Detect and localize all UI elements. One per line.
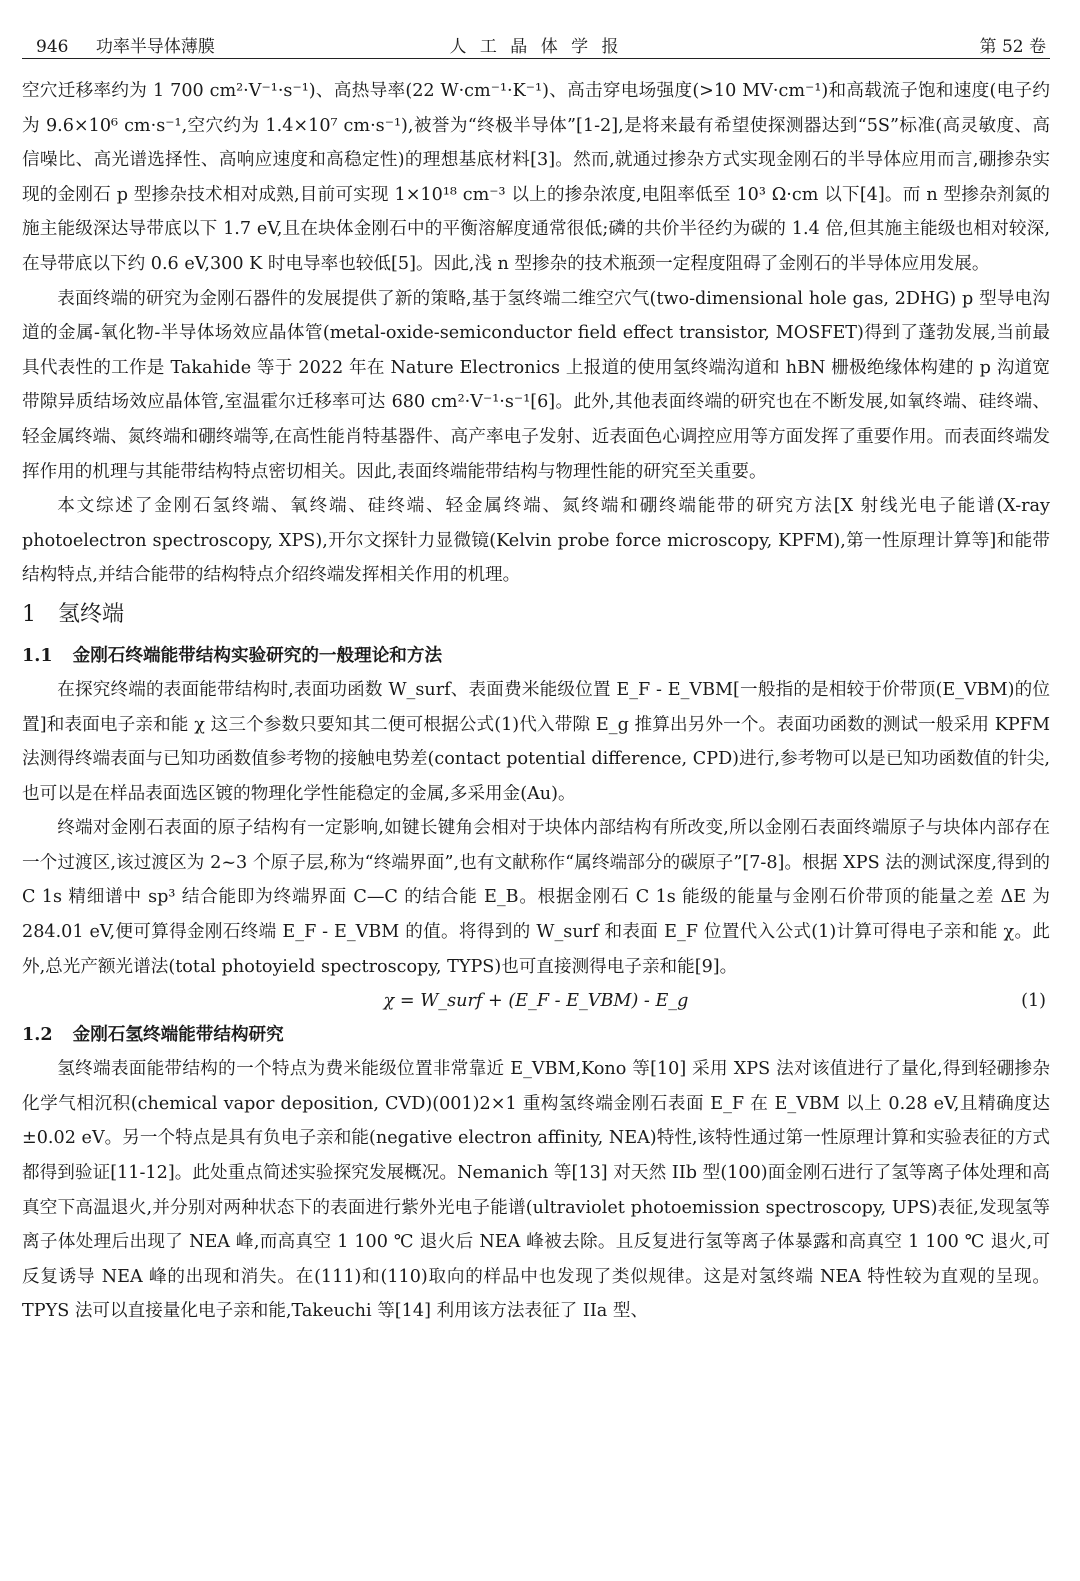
paragraph-2: 表面终端的研究为金刚石器件的发展提供了新的策略,基于氢终端二维空穴气(two-dimensional hole gas, 2DHG) p 型导电沟道的金属-氧化物-半导体场效应晶体管(metal-oxide-semiconductor field effect transistor, MOSFET)得到了蓬勃发展,当前最具代表性的工作是 Takahide 等于 2022 年在 Nature Electronics 上报道的使用氢终端沟道和 hBN 栅极绝缘体构建的 p 沟道宽带隙异质结场效应晶体管,室温霍尔迁移率可达 680 cm²·V⁻¹·s⁻¹[6]。此外,其他表面终端的研究也在不断发展,如氧终端、硅终端、轻金属终端、氮终端和硼终端等,在高性能肖特基器件、高产率电子发射、近表面色心调控应用等方面发挥了重要作用。而表面终端发挥作用的机理与其能带结构特点密切相关。因此,表面终端能带结构与物理性能的研究至关重要。 — [22, 288, 1050, 482]
section-1-1-heading — [22, 639, 1050, 673]
subsection-title: 金刚石终端能带结构实验研究的一般理论和方法 — [72, 644, 443, 666]
paragraph-5: 终端对金刚石表面的原子结构有一定影响,如键长键角会相对于块体内部结构有所改变,所以金刚石表面终端原子与块体内部存在一个过渡区,该过渡区为 2~3 个原子层,称为“终端界面”,也有文献称作“属终端部分的碳原子”[7-8]。根据 XPS 法的测试深度,得到的 C 1s 精细谱中 sp³ 结合能即为终端界面 C—C 的结合能 E_B。根据金刚石 C 1s 能级的能量与金刚石价带顶的能量之差 ΔE 为 284.01 eV,便可算得金刚石终端 E_F - E_VBM 的值。将得到的 W_surf 和表面 E_F 位置代入公式(1)计算可得电子亲和能 χ。此外,总光产额光谱法(total photoyield spectroscopy, TYPS)也可直接测得电子亲和能[9]。 — [22, 818, 1050, 977]
subsection-number: 1.2 — [22, 1024, 53, 1046]
page-number: 946 — [36, 37, 69, 57]
column-name: 功率半导体薄膜 — [95, 37, 215, 57]
paragraph-6: 氢终端表面能带结构的一个特点为费米能级位置非常靠近 E_VBM,Kono 等[10] 采用 XPS 法对该值进行了量化,得到轻硼掺杂化学气相沉积(chemical vapor deposition, CVD)(001)2×1 重构氢终端金刚石表面 E_F 在 E_VBM 以上 0.28 eV,且精确度达 ±0.02 eV。另一个特点是具有负电子亲和能(negative electron affinity, NEA)特性,该特性通过第一性原理计算和实验表征的方式都得到验证[11-12]。此处重点简述实验探究发展概况。Nemanich 等[13] 对天然 IIb 型(100)面金刚石进行了氢等离子体处理和高真空下高温退火,并分别对两种状态下的表面进行紫外光电子能谱(ultraviolet photoemission spectroscopy, UPS)表征,发现氢等离子体处理后出现了 NEA 峰,而高真空 1 100 ℃ 退火后 NEA 峰被去除。且反复进行氢等离子体暴露和高真空 1 100 ℃ 退火,可反复诱导 NEA 峰的出现和消失。在(111)和(110)取向的样品中也发现了类似规律。这是对氢终端 NEA 特性较为直观的呈现。TPYS 法可以直接量化电子亲和能,Takeuchi 等[14] 利用该方法表征了 IIa 型、 — [22, 1059, 1050, 1322]
section-1-heading — [22, 595, 1050, 635]
paragraph-3: 本文综述了金刚石氢终端、氧终端、硅终端、轻金属终端、氮终端和硼终端能带的研究方法[X 射线光电子能谱(X-ray photoelectron spectroscopy, XPS),开尔文探针力显微镜(Kelvin probe force microscopy, KPFM),第一性原理计算等]和能带结构特点,并结合能带的结构特点介绍终端发挥相关作用的机理。 — [22, 496, 1050, 586]
subsection-number: 1.1 — [22, 644, 53, 666]
volume-number: 第 52 卷 — [979, 37, 1046, 57]
section-number: 1 — [22, 601, 36, 627]
equation-number: (1) — [1021, 991, 1046, 1012]
section-1-2-heading — [22, 1018, 1050, 1052]
running-header — [22, 30, 1050, 59]
subsection-title: 金刚石氢终端能带结构研究 — [72, 1024, 284, 1046]
paragraph-4: 在探究终端的表面能带结构时,表面功函数 W_surf、表面费米能级位置 E_F - E_VBM[一般指的是相较于价带顶(E_VBM)的位置]和表面电子亲和能 χ 这三个参数只要知其二便可根据公式(1)代入带隙 E_g 推算出另外一个。表面功函数的测试一般采用 KPFM 法测得终端表面与已知功函数值参考物的接触电势差(contact potential difference, CPD)进行,参考物可以是已知功函数值的针尖,也可以是在样品表面选区镀的物理化学性能稳定的金属,多采用金(Au)。 — [22, 679, 1050, 804]
section-title: 氢终端 — [58, 601, 125, 627]
equation-1 — [22, 984, 1050, 1018]
paragraph-1: 空穴迁移率约为 1 700 cm²·V⁻¹·s⁻¹)、高热导率(22 W·cm⁻¹·K⁻¹)、高击穿电场强度(>10 MV·cm⁻¹)和高载流子饱和速度(电子约为 9.6×10⁶ cm·s⁻¹,空穴约为 1.4×10⁷ cm·s⁻¹),被誉为“终极半导体”[1-2],是将来最有希望使探测器达到“5S”标准(高灵敏度、高信噪比、高光谱选择性、高响应速度和高稳定性)的理想基底材料[3]。然而,就通过掺杂方式实现金刚石的半导体应用而言,硼掺杂实现的金刚石 p 型掺杂技术相对成熟,目前可实现 1×10¹⁸ cm⁻³ 以上的掺杂浓度,电阻率低至 10³ Ω·cm 以下[4]。而 n 型掺杂剂氮的施主能级深达导带底以下 1.7 eV,且在块体金刚石中的平衡溶解度通常很低;磷的共价半径约为碳的 1.4 倍,但其施主能级也相对较深,在导带底以下约 0.6 eV,300 K 时电导率也较低[5]。因此,浅 n 型掺杂的技术瓶颈一定程度阻碍了金刚石的半导体应用发展。 — [22, 81, 1050, 274]
journal-title: 人 工 晶 体 学 报 — [449, 37, 623, 57]
equation-text: χ = W_surf + (E_F - E_VBM) - E_g — [383, 991, 689, 1012]
article-body — [22, 74, 1050, 1329]
